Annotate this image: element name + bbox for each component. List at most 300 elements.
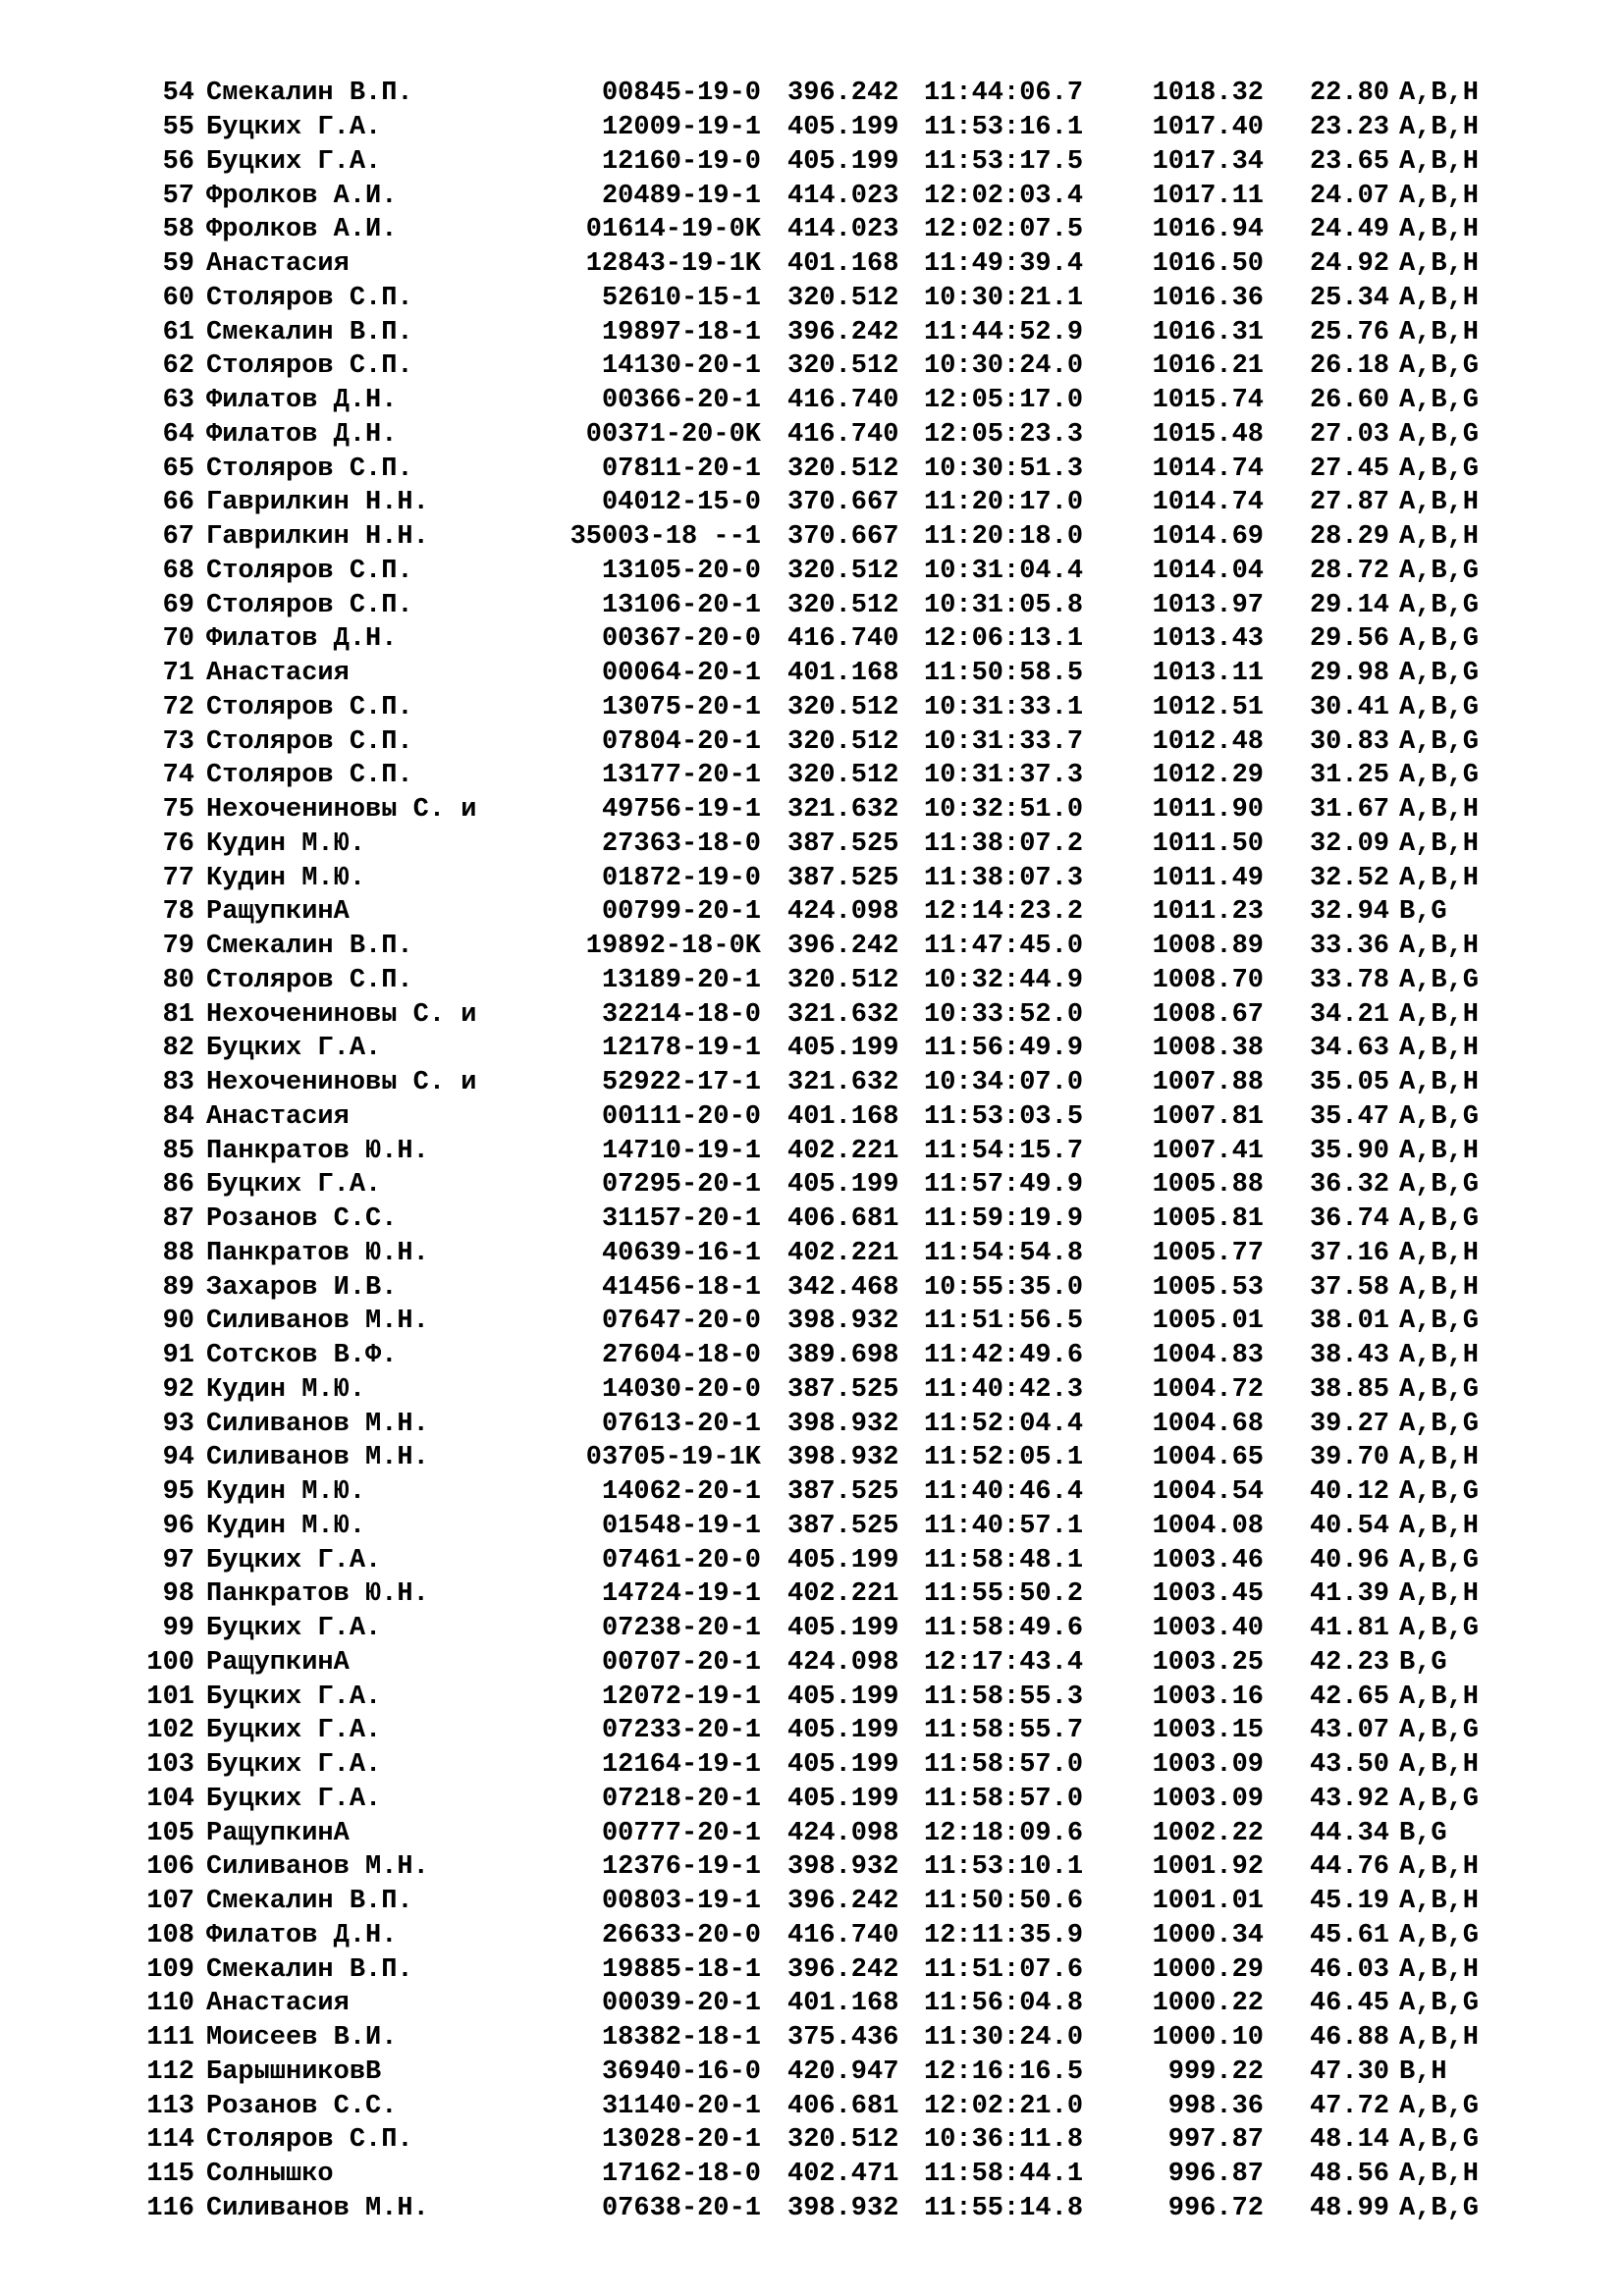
categories-cell: A,B,G [1399,2125,1480,2156]
place-cell: 63 [162,386,194,416]
speed-cell: 1014.74 [1152,454,1264,484]
table-row [118,247,1551,282]
fancier-name-cell: Нехочениновы С. и [206,1068,477,1098]
speed-cell: 1001.92 [1152,1852,1264,1883]
coefficient-cell: 27.87 [1309,488,1389,518]
speed-cell: 997.87 [1167,2125,1264,2156]
speed-cell: 1003.09 [1152,1784,1264,1814]
ring-number-cell: 01548-19-1 [601,1511,761,1541]
distance-cell: 320.512 [787,692,899,722]
table-row [118,1510,1551,1544]
arrival-time-cell: 11:50:58.5 [924,659,1084,689]
categories-cell: A,B,H [1399,1443,1480,1473]
place-cell: 108 [146,1920,194,1950]
ring-number-cell: 14030-20-0 [601,1374,761,1405]
categories-cell: A,B,H [1399,1341,1480,1371]
categories-cell: A,B,H [1399,1682,1480,1712]
categories-cell: A,B,G [1399,965,1480,995]
fancier-name-cell: Силиванов М.Н. [206,1307,429,1337]
ring-number-cell: 13028-20-1 [601,2125,761,2156]
arrival-time-cell: 11:59:19.9 [924,1204,1084,1235]
coefficient-cell: 35.90 [1309,1136,1389,1166]
categories-cell: A,B,G [1399,2091,1480,2121]
place-cell: 86 [162,1170,194,1201]
categories-cell: A,B,H [1399,79,1480,109]
distance-cell: 398.932 [787,2193,899,2223]
fancier-name-cell: Буцких Г.А. [206,1682,382,1712]
table-row [118,1748,1551,1783]
coefficient-cell: 28.72 [1309,556,1389,586]
speed-cell: 1001.01 [1152,1887,1264,1917]
categories-cell: A,B,H [1399,283,1480,313]
arrival-time-cell: 12:05:23.3 [924,419,1084,450]
place-cell: 73 [162,726,194,757]
distance-cell: 406.681 [787,2091,899,2121]
fancier-name-cell: Кудин М.Ю. [206,828,366,859]
arrival-time-cell: 12:02:03.4 [924,181,1084,211]
coefficient-cell: 32.94 [1309,897,1389,928]
speed-cell: 1003.46 [1152,1545,1264,1575]
coefficient-cell: 48.56 [1309,2160,1389,2190]
distance-cell: 396.242 [787,317,899,347]
ring-number-cell: 12160-19-0 [601,146,761,177]
distance-cell: 320.512 [787,283,899,313]
fancier-name-cell: РащупкинА [206,1647,350,1678]
speed-cell: 1000.29 [1152,1954,1264,1985]
distance-cell: 398.932 [787,1852,899,1883]
categories-cell: A,B,H [1399,1852,1480,1883]
coefficient-cell: 22.80 [1309,79,1389,109]
fancier-name-cell: Силиванов М.Н. [206,1409,429,1439]
arrival-time-cell: 11:58:55.7 [924,1716,1084,1746]
distance-cell: 320.512 [787,351,899,382]
fancier-name-cell: Столяров С.П. [206,283,413,313]
ring-number-cell: 07647-20-0 [601,1307,761,1337]
coefficient-cell: 32.52 [1309,863,1389,893]
place-cell: 56 [162,146,194,177]
categories-cell: A,B,H [1399,113,1480,143]
table-row [118,1202,1551,1237]
coefficient-cell: 24.92 [1309,249,1389,280]
categories-cell: A,B,H [1399,863,1480,893]
ring-number-cell: 04012-15-0 [601,488,761,518]
coefficient-cell: 39.70 [1309,1443,1389,1473]
ring-number-cell: 14710-19-1 [601,1136,761,1166]
place-cell: 99 [162,1614,194,1644]
arrival-time-cell: 11:50:50.6 [924,1887,1084,1917]
arrival-time-cell: 10:30:24.0 [924,351,1084,382]
arrival-time-cell: 10:30:51.3 [924,454,1084,484]
fancier-name-cell: Столяров С.П. [206,726,413,757]
ring-number-cell: 12843-19-1K [585,249,761,280]
speed-cell: 1018.32 [1152,79,1264,109]
distance-cell: 414.023 [787,181,899,211]
distance-cell: 405.199 [787,1716,899,1746]
coefficient-cell: 38.85 [1309,1374,1389,1405]
table-row [118,1577,1551,1612]
coefficient-cell: 33.36 [1309,932,1389,962]
arrival-time-cell: 11:44:06.7 [924,79,1084,109]
speed-cell: 996.72 [1167,2193,1264,2223]
coefficient-cell: 46.03 [1309,1954,1389,1985]
fancier-name-cell: Столяров С.П. [206,454,413,484]
categories-cell: A,B,H [1399,1034,1480,1064]
place-cell: 60 [162,283,194,313]
ring-number-cell: 19897-18-1 [601,317,761,347]
categories-cell: A,B,H [1399,215,1480,245]
arrival-time-cell: 10:31:04.4 [924,556,1084,586]
distance-cell: 320.512 [787,556,899,586]
coefficient-cell: 27.03 [1309,419,1389,450]
place-cell: 116 [146,2193,194,2223]
fancier-name-cell: Анастасия [206,1101,350,1132]
table-row [118,1100,1551,1135]
place-cell: 105 [146,1818,194,1848]
distance-cell: 321.632 [787,795,899,826]
distance-cell: 321.632 [787,999,899,1030]
speed-cell: 1004.65 [1152,1443,1264,1473]
coefficient-cell: 34.21 [1309,999,1389,1030]
ring-number-cell: 00803-19-1 [601,1887,761,1917]
ring-number-cell: 07811-20-1 [601,454,761,484]
categories-cell: A,B,G [1399,726,1480,757]
fancier-name-cell: Филатов Д.Н. [206,1920,398,1950]
distance-cell: 375.436 [787,2023,899,2054]
coefficient-cell: 25.34 [1309,283,1389,313]
ring-number-cell: 00111-20-0 [601,1101,761,1132]
fancier-name-cell: Буцких Г.А. [206,146,382,177]
ring-number-cell: 13075-20-1 [601,692,761,722]
place-cell: 61 [162,317,194,347]
fancier-name-cell: Силиванов М.Н. [206,1443,429,1473]
speed-cell: 1005.01 [1152,1307,1264,1337]
arrival-time-cell: 11:54:15.7 [924,1136,1084,1166]
ring-number-cell: 13189-20-1 [601,965,761,995]
categories-cell: A,B,G [1399,556,1480,586]
ring-number-cell: 36940-16-0 [601,2056,761,2087]
table-row [118,1475,1551,1510]
arrival-time-cell: 11:53:17.5 [924,146,1084,177]
arrival-time-cell: 11:58:44.1 [924,2160,1084,2190]
place-cell: 81 [162,999,194,1030]
place-cell: 82 [162,1034,194,1064]
distance-cell: 396.242 [787,1887,899,1917]
arrival-time-cell: 11:55:50.2 [924,1579,1084,1610]
place-cell: 96 [162,1511,194,1541]
arrival-time-cell: 12:02:07.5 [924,215,1084,245]
fancier-name-cell: Буцких Г.А. [206,1716,382,1746]
ring-number-cell: 27363-18-0 [601,828,761,859]
fancier-name-cell: Панкратов Ю.Н. [206,1238,429,1268]
place-cell: 95 [162,1477,194,1508]
arrival-time-cell: 11:54:54.8 [924,1238,1084,1268]
table-row [118,2056,1551,2090]
categories-cell: A,B,G [1399,351,1480,382]
ring-number-cell: 00367-20-0 [601,624,761,655]
table-row [118,759,1551,793]
speed-cell: 1008.67 [1152,999,1264,1030]
place-cell: 88 [162,1238,194,1268]
distance-cell: 398.932 [787,1443,899,1473]
fancier-name-cell: Анастасия [206,659,350,689]
table-row [118,2123,1551,2158]
arrival-time-cell: 12:05:17.0 [924,386,1084,416]
distance-cell: 370.667 [787,488,899,518]
coefficient-cell: 37.58 [1309,1272,1389,1303]
distance-cell: 402.221 [787,1136,899,1166]
ring-number-cell: 14062-20-1 [601,1477,761,1508]
coefficient-cell: 36.74 [1309,1204,1389,1235]
speed-cell: 1013.43 [1152,624,1264,655]
categories-cell: A,B,H [1399,1887,1480,1917]
table-row [118,828,1551,862]
speed-cell: 1003.40 [1152,1614,1264,1644]
speed-cell: 1014.69 [1152,522,1264,553]
place-cell: 100 [146,1647,194,1678]
place-cell: 102 [146,1716,194,1746]
table-row [118,657,1551,691]
categories-cell: A,B,H [1399,1579,1480,1610]
coefficient-cell: 43.07 [1309,1716,1389,1746]
table-row [118,964,1551,998]
ring-number-cell: 07233-20-1 [601,1716,761,1746]
categories-cell: B,G [1399,897,1447,928]
categories-cell: A,B,H [1399,828,1480,859]
place-cell: 94 [162,1443,194,1473]
speed-cell: 1005.77 [1152,1238,1264,1268]
speed-cell: 1004.68 [1152,1409,1264,1439]
speed-cell: 1013.11 [1152,659,1264,689]
categories-cell: A,B,H [1399,2023,1480,2054]
coefficient-cell: 40.96 [1309,1545,1389,1575]
place-cell: 97 [162,1545,194,1575]
ring-number-cell: 07638-20-1 [601,2193,761,2223]
distance-cell: 387.525 [787,863,899,893]
place-cell: 98 [162,1579,194,1610]
table-row [118,691,1551,725]
distance-cell: 320.512 [787,2125,899,2156]
ring-number-cell: 12072-19-1 [601,1682,761,1712]
table-row [118,486,1551,520]
arrival-time-cell: 11:52:05.1 [924,1443,1084,1473]
categories-cell: A,B,G [1399,419,1480,450]
ring-number-cell: 07238-20-1 [601,1614,761,1644]
fancier-name-cell: Розанов С.С. [206,2091,398,2121]
categories-cell: A,B,H [1399,1272,1480,1303]
arrival-time-cell: 11:56:04.8 [924,1989,1084,2019]
table-row [118,418,1551,453]
place-cell: 93 [162,1409,194,1439]
place-cell: 101 [146,1682,194,1712]
distance-cell: 387.525 [787,828,899,859]
fancier-name-cell: Филатов Д.Н. [206,419,398,450]
categories-cell: A,B,G [1399,1477,1480,1508]
table-row [118,1441,1551,1475]
place-cell: 59 [162,249,194,280]
speed-cell: 1015.74 [1152,386,1264,416]
coefficient-cell: 31.67 [1309,795,1389,826]
coefficient-cell: 39.27 [1309,1409,1389,1439]
table-row [118,145,1551,180]
distance-cell: 401.168 [787,1101,899,1132]
place-cell: 103 [146,1750,194,1781]
table-row [118,1339,1551,1373]
speed-cell: 1012.29 [1152,761,1264,791]
distance-cell: 416.740 [787,386,899,416]
speed-cell: 1003.16 [1152,1682,1264,1712]
categories-cell: A,B,H [1399,1136,1480,1166]
distance-cell: 389.698 [787,1341,899,1371]
place-cell: 65 [162,454,194,484]
table-row [118,1919,1551,1953]
table-row [118,1407,1551,1441]
speed-cell: 1015.48 [1152,419,1264,450]
categories-cell: A,B,H [1399,932,1480,962]
coefficient-cell: 47.72 [1309,2091,1389,2121]
table-row [118,315,1551,349]
fancier-name-cell: Анастасия [206,249,350,280]
fancier-name-cell: Кудин М.Ю. [206,1477,366,1508]
fancier-name-cell: Нехочениновы С. и [206,795,477,826]
fancier-name-cell: Филатов Д.Н. [206,386,398,416]
place-cell: 107 [146,1887,194,1917]
fancier-name-cell: Буцких Г.А. [206,1750,382,1781]
coefficient-cell: 45.19 [1309,1887,1389,1917]
ring-number-cell: 14724-19-1 [601,1579,761,1610]
table-row [118,1646,1551,1681]
place-cell: 87 [162,1204,194,1235]
place-cell: 75 [162,795,194,826]
speed-cell: 996.87 [1167,2160,1264,2190]
categories-cell: A,B,G [1399,2193,1480,2223]
coefficient-cell: 46.88 [1309,2023,1389,2054]
distance-cell: 320.512 [787,726,899,757]
fancier-name-cell: Столяров С.П. [206,351,413,382]
place-cell: 90 [162,1307,194,1337]
distance-cell: 320.512 [787,761,899,791]
distance-cell: 401.168 [787,659,899,689]
categories-cell: A,B,G [1399,659,1480,689]
table-row [118,2089,1551,2123]
ring-number-cell: 40639-16-1 [601,1238,761,1268]
place-cell: 76 [162,828,194,859]
coefficient-cell: 41.39 [1309,1579,1389,1610]
categories-cell: A,B,H [1399,2160,1480,2190]
distance-cell: 398.932 [787,1307,899,1337]
fancier-name-cell: РащупкинА [206,897,350,928]
fancier-name-cell: Сотсков В.Ф. [206,1341,398,1371]
distance-cell: 405.199 [787,113,899,143]
arrival-time-cell: 11:58:57.0 [924,1750,1084,1781]
categories-cell: A,B,G [1399,1307,1480,1337]
place-cell: 71 [162,659,194,689]
arrival-time-cell: 11:44:52.9 [924,317,1084,347]
table-row [118,1168,1551,1202]
table-row [118,2158,1551,2192]
fancier-name-cell: Фролков А.И. [206,181,398,211]
place-cell: 70 [162,624,194,655]
fancier-name-cell: Анастасия [206,1989,350,2019]
distance-cell: 405.199 [787,1614,899,1644]
place-cell: 109 [146,1954,194,1985]
table-row [118,861,1551,895]
speed-cell: 1014.04 [1152,556,1264,586]
speed-cell: 1000.34 [1152,1920,1264,1950]
ring-number-cell: 12164-19-1 [601,1750,761,1781]
ring-number-cell: 00799-20-1 [601,897,761,928]
table-row [118,520,1551,555]
categories-cell: A,B,G [1399,454,1480,484]
table-row [118,1543,1551,1577]
ring-number-cell: 13106-20-1 [601,590,761,620]
distance-cell: 405.199 [787,1682,899,1712]
table-row [118,1952,1551,1987]
arrival-time-cell: 11:53:10.1 [924,1852,1084,1883]
coefficient-cell: 33.78 [1309,965,1389,995]
arrival-time-cell: 10:32:44.9 [924,965,1084,995]
distance-cell: 387.525 [787,1374,899,1405]
place-cell: 85 [162,1136,194,1166]
categories-cell: A,B,H [1399,1238,1480,1268]
arrival-time-cell: 11:57:49.9 [924,1170,1084,1201]
categories-cell: A,B,H [1399,1750,1480,1781]
fancier-name-cell: Нехочениновы С. и [206,999,477,1030]
arrival-time-cell: 11:58:48.1 [924,1545,1084,1575]
arrival-time-cell: 11:58:49.6 [924,1614,1084,1644]
place-cell: 80 [162,965,194,995]
coefficient-cell: 43.50 [1309,1750,1389,1781]
categories-cell: A,B,G [1399,590,1480,620]
coefficient-cell: 40.12 [1309,1477,1389,1508]
speed-cell: 1004.83 [1152,1341,1264,1371]
ring-number-cell: 32214-18-0 [601,999,761,1030]
coefficient-cell: 36.32 [1309,1170,1389,1201]
place-cell: 110 [146,1989,194,2019]
speed-cell: 1005.53 [1152,1272,1264,1303]
coefficient-cell: 26.18 [1309,351,1389,382]
speed-cell: 1017.11 [1152,181,1264,211]
coefficient-cell: 44.34 [1309,1818,1389,1848]
arrival-time-cell: 11:47:45.0 [924,932,1084,962]
speed-cell: 1016.50 [1152,249,1264,280]
distance-cell: 401.168 [787,1989,899,2019]
fancier-name-cell: РащупкинА [206,1818,350,1848]
speed-cell: 1000.22 [1152,1989,1264,2019]
table-row [118,1237,1551,1271]
categories-cell: A,B,G [1399,1716,1480,1746]
distance-cell: 396.242 [787,1954,899,1985]
arrival-time-cell: 10:33:52.0 [924,999,1084,1030]
table-row [118,2192,1551,2226]
fancier-name-cell: Столяров С.П. [206,692,413,722]
place-cell: 55 [162,113,194,143]
ring-number-cell: 00064-20-1 [601,659,761,689]
distance-cell: 420.947 [787,2056,899,2087]
categories-cell: A,B,G [1399,1784,1480,1814]
arrival-time-cell: 10:31:33.7 [924,726,1084,757]
speed-cell: 1016.21 [1152,351,1264,382]
ring-number-cell: 31157-20-1 [601,1204,761,1235]
distance-cell: 405.199 [787,1170,899,1201]
ring-number-cell: 07461-20-0 [601,1545,761,1575]
distance-cell: 416.740 [787,1920,899,1950]
table-row [118,793,1551,828]
place-cell: 57 [162,181,194,211]
fancier-name-cell: Буцких Г.А. [206,1784,382,1814]
distance-cell: 396.242 [787,79,899,109]
categories-cell: A,B,G [1399,1920,1480,1950]
speed-cell: 1017.40 [1152,113,1264,143]
